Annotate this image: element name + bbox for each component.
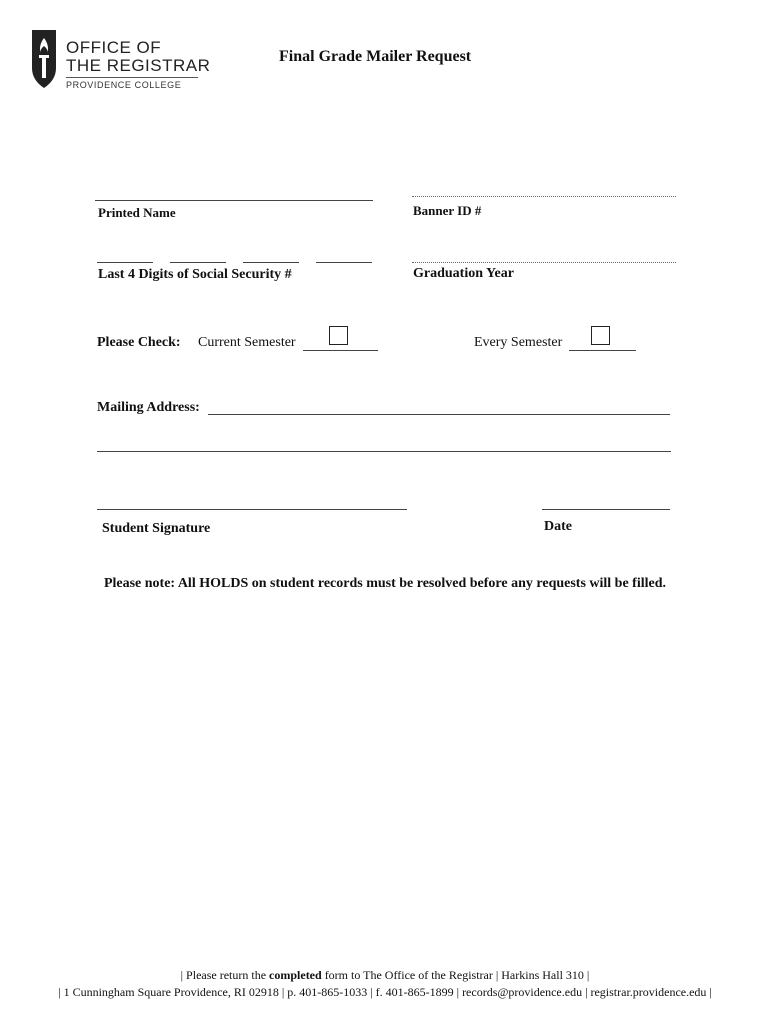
banner-id-field[interactable] bbox=[412, 196, 676, 197]
mailing-address-label: Mailing Address: bbox=[97, 400, 200, 415]
page-title: Final Grade Mailer Request bbox=[279, 48, 472, 65]
current-semester-underline bbox=[303, 350, 378, 351]
logo-divider bbox=[66, 77, 198, 78]
footer-return-instructions bbox=[0, 968, 770, 983]
student-signature-field[interactable] bbox=[97, 509, 407, 510]
logo-text-line1: OFFICE OF bbox=[66, 38, 162, 57]
holds-notice: Please note: All HOLDS on student records must be resolved before any requests will be filled. bbox=[103, 576, 667, 591]
mailing-address-line1-field[interactable] bbox=[208, 414, 670, 415]
every-semester-label: Every Semester bbox=[474, 335, 563, 350]
footer-contact-info: | 1 Cunningham Square Providence, RI 02918 | p. 401-865-1033 | f. 401-865-1899 | records@providence.edu | registrar.providence.edu | bbox=[58, 985, 712, 999]
ssn-digit-2-field[interactable] bbox=[170, 262, 226, 263]
footer-bold-word: completed bbox=[269, 968, 322, 982]
ssn-label: Last 4 Digits of Social Security # bbox=[98, 267, 292, 282]
current-semester-checkbox[interactable] bbox=[329, 326, 348, 345]
banner-id-label: Banner ID # bbox=[413, 203, 482, 218]
torch-logo-icon bbox=[30, 28, 58, 90]
ssn-digit-1-field[interactable] bbox=[97, 262, 153, 263]
logo-subtitle: PROVIDENCE COLLEGE bbox=[66, 80, 182, 90]
graduation-year-label: Graduation Year bbox=[413, 266, 514, 281]
every-semester-underline bbox=[569, 350, 636, 351]
printed-name-label: Printed Name bbox=[98, 205, 176, 220]
ssn-digit-4-field[interactable] bbox=[316, 262, 372, 263]
date-field[interactable] bbox=[542, 509, 670, 510]
please-check-label: Please Check: bbox=[97, 335, 181, 350]
logo-text-line2: THE REGISTRAR bbox=[66, 56, 211, 75]
current-semester-label: Current Semester bbox=[198, 335, 296, 350]
every-semester-checkbox[interactable] bbox=[591, 326, 610, 345]
date-label: Date bbox=[544, 519, 572, 534]
graduation-year-field[interactable] bbox=[412, 262, 676, 263]
ssn-digit-3-field[interactable] bbox=[243, 262, 299, 263]
printed-name-field[interactable] bbox=[95, 200, 373, 201]
mailing-address-line2-field[interactable] bbox=[97, 451, 671, 452]
footer-suffix: form to The Office of the Registrar | Harkins Hall 310 | bbox=[321, 968, 590, 982]
student-signature-label: Student Signature bbox=[102, 521, 211, 536]
footer-prefix: | Please return the bbox=[180, 968, 270, 982]
